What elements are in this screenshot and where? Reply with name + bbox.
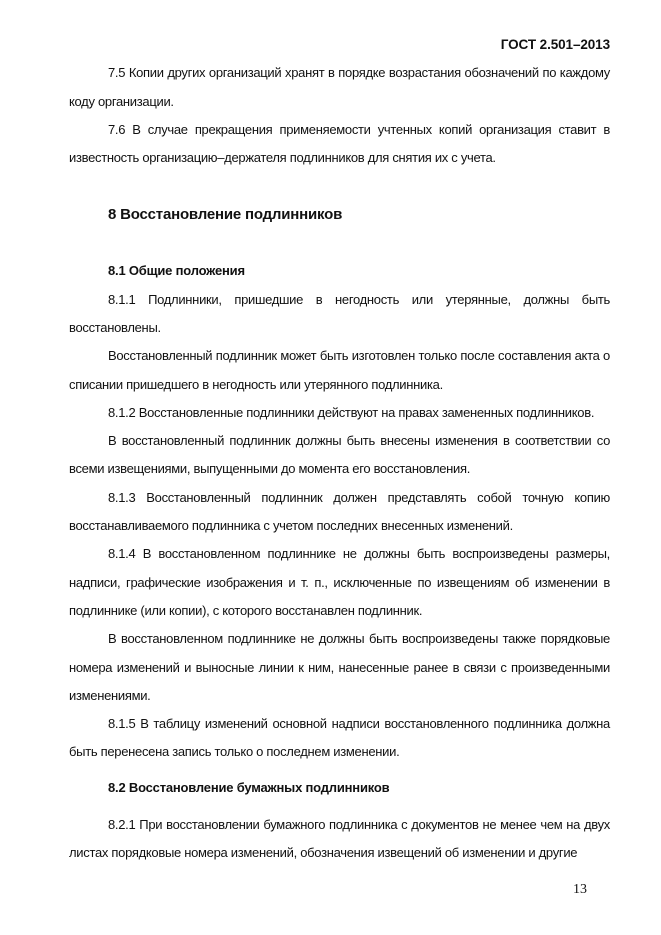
standard-header: ГОСТ 2.501–2013 (500, 37, 610, 52)
paragraph: 8.2.1 При восстановлении бумажного подлинника с документов не менее чем на двух листах порядковые номера изменений, обозначения извещений об изменении и другие (69, 817, 610, 861)
paragraph: 8.1.1 Подлинники, пришедшие в негодность или утерянные, должны быть восстановлены. (69, 291, 610, 335)
paragraph: 7.5 Копии других организаций хранят в порядке возрастания обозначений по каждому коду организации. (69, 65, 610, 109)
subsection-heading: 8.2 Восстановление бумажных подлинников (108, 779, 390, 795)
paragraph: Восстановленный подлинник может быть изготовлен только после составления акта о списании пришедшего в негодность или утерянного подлинника. (69, 348, 610, 392)
document-content (69, 31, 610, 868)
subsection-heading: 8.1 Общие положения (108, 263, 245, 279)
paragraph: 8.1.5 В таблицу изменений основной надписи восстановленного подлинника должна быть перенесена запись только о последнем изменении. (69, 716, 610, 760)
paragraph: 8.1.3 Восстановленный подлинник должен представлять собой точную копию восстанавливаемого подлинника с учетом последних внесенных изменений. (69, 489, 610, 534)
paragraph: 7.6 В случае прекращения применяемости учтенных копий организация ставит в известность организацию–держателя подлинников для снятия их с учета. (69, 121, 610, 166)
paragraph: 8.1.4 В восстановленном подлиннике не должны быть воспроизведены размеры, надписи, графические изображения и т. п., исключенные по извещениям об изменении в подлиннике (или копии), с которого восстанавлен подлинник. (69, 546, 610, 618)
paragraph: В восстановленном подлиннике не должны быть воспроизведены также порядковые номера изменений и выносные линии к ним, нанесенные ранее в связи с произведенными изменениями. (69, 631, 610, 703)
page-number: 13 (573, 882, 587, 897)
paragraph: В восстановленный подлинник должны быть внесены изменения в соответствии со всеми извещениями, выпущенными до момента его восстановления. (69, 433, 610, 477)
section-heading: 8 Восстановление подлинников (108, 205, 343, 223)
paragraph: 8.1.2 Восстановленные подлинники действуют на правах замененных подлинников. (108, 404, 595, 420)
document-body (69, 59, 610, 867)
